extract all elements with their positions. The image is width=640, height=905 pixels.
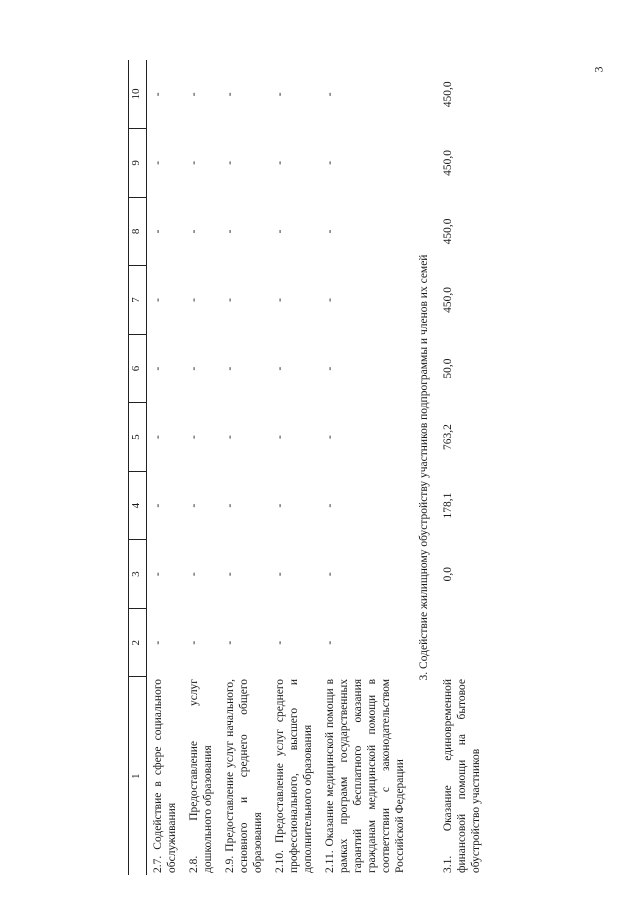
header-cell: 3: [129, 540, 147, 609]
row-label: 2.10. Предоставление услуг среднего профессионального, высшего и дополнительного образования: [274, 678, 314, 873]
program-table: [128, 60, 487, 875]
table-cell: -: [152, 366, 164, 371]
header-cell: 10: [129, 60, 147, 129]
table-cell: -: [324, 366, 336, 371]
table-row: [437, 60, 487, 875]
table-cell: -: [274, 229, 286, 234]
table-cell: -: [274, 298, 286, 302]
header-cell: 5: [129, 403, 147, 472]
row-label: 2.11. Оказание медицинской помощи в рамках программ государственных гарантий бесплатного оказания гражданам медицинской помощи в соответствии с законодательством Российской Федерации: [324, 678, 406, 873]
header-cell: 1: [129, 677, 147, 875]
section-heading-row: [411, 60, 437, 875]
table-cell: -: [224, 435, 236, 439]
table-cell: -: [274, 503, 286, 508]
row-label: 3.1. Оказание единовременной финансовой помощи на бытовое обустройство участников: [442, 678, 482, 873]
table-row: [183, 60, 219, 875]
table-cell: -: [274, 572, 286, 577]
table-cell: -: [324, 572, 336, 577]
table-cell: -: [188, 366, 200, 371]
table-cell: 450,0: [442, 81, 454, 108]
table-row: [147, 60, 184, 875]
table-cell: -: [188, 92, 200, 97]
table-cell: 0,0: [442, 566, 454, 582]
table-cell: -: [188, 298, 200, 302]
table-cell: -: [274, 640, 286, 645]
table-cell: -: [224, 640, 236, 645]
table-cell: -: [224, 366, 236, 371]
row-label: 2.7. Содействие в сфере социального обслуживания: [152, 678, 178, 873]
table-cell: 50,0: [442, 358, 454, 379]
table-cell: -: [274, 366, 286, 371]
table-cell: -: [274, 160, 286, 165]
table-cell: 450,0: [442, 149, 454, 176]
header-cell: 9: [129, 129, 147, 198]
table-cell: -: [324, 298, 336, 302]
header-cell: 2: [129, 608, 147, 677]
table-cell: -: [152, 92, 164, 97]
page-number: 3: [591, 66, 606, 73]
table-cell: -: [188, 503, 200, 508]
table-cell: 178,1: [442, 492, 454, 519]
table-cell: -: [188, 572, 200, 577]
header-cell: 4: [129, 471, 147, 540]
table-cell: -: [188, 229, 200, 234]
table-cell: -: [224, 160, 236, 165]
table-cell: [437, 608, 487, 677]
table-cell: -: [152, 229, 164, 234]
table-cell: 450,0: [442, 287, 454, 313]
table-cell: -: [324, 640, 336, 645]
header-row: [129, 60, 147, 875]
header-cell: 6: [129, 334, 147, 403]
table-cell: -: [224, 298, 236, 302]
table-cell: -: [324, 92, 336, 97]
table-cell: 450,0: [442, 218, 454, 245]
table-row: [269, 60, 319, 875]
table-cell: 763,2: [442, 424, 454, 450]
header-cell: 7: [129, 266, 147, 335]
table-cell: -: [224, 572, 236, 577]
table-cell: -: [152, 503, 164, 508]
header-cell: 8: [129, 197, 147, 266]
rotated-table-container: [128, 60, 548, 875]
table-row: [219, 60, 269, 875]
table-cell: -: [152, 160, 164, 165]
table-cell: -: [188, 640, 200, 645]
table-cell: -: [274, 92, 286, 97]
table-cell: -: [152, 572, 164, 577]
row-label: 2.9. Предоставление услуг начального, основного и среднего общего образования: [224, 678, 264, 873]
table-cell: -: [324, 160, 336, 165]
table-cell: -: [274, 435, 286, 439]
table-cell: -: [152, 435, 164, 439]
table-cell: -: [188, 160, 200, 165]
row-label: 2.8. Предоставление услуг дошкольного образования: [188, 678, 214, 873]
table-cell: -: [324, 229, 336, 234]
table-row: [319, 60, 411, 875]
table-cell: -: [152, 640, 164, 645]
table-cell: -: [324, 435, 336, 439]
section-title: 3. Содействие жилищному обустройству участников подпрограммы и членов их семей: [418, 254, 430, 681]
table-cell: -: [152, 298, 164, 302]
table-cell: -: [224, 229, 236, 234]
table-cell: -: [324, 503, 336, 508]
table-cell: -: [224, 503, 236, 508]
table-cell: -: [188, 435, 200, 439]
table-cell: -: [224, 92, 236, 97]
